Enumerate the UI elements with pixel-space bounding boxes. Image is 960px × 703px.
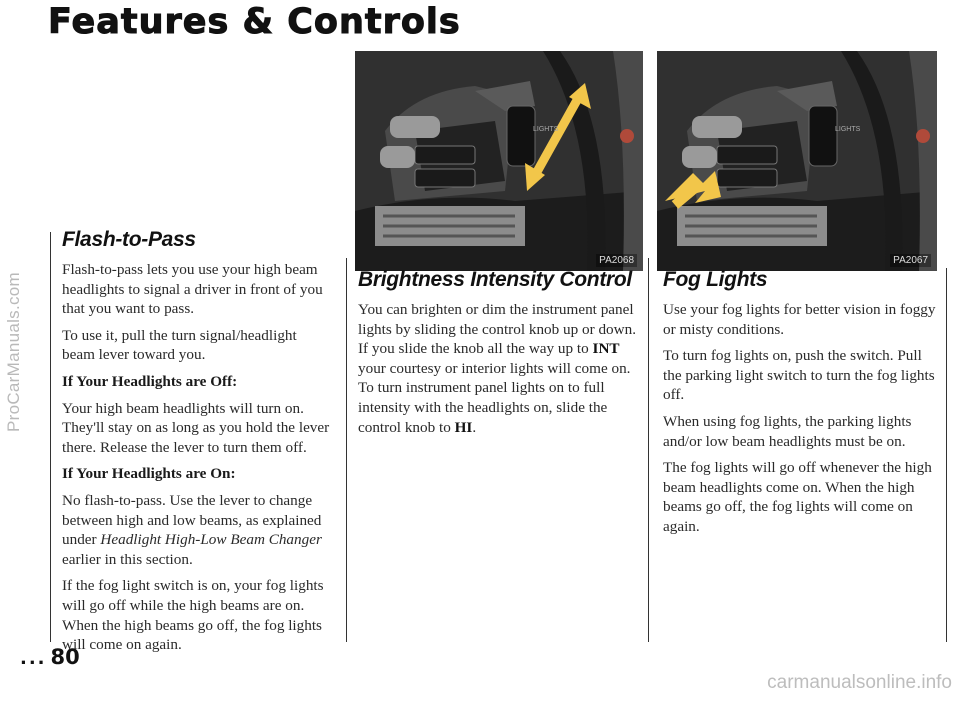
right-margin-rule xyxy=(946,268,947,642)
fog-lights-p1: Use your fog lights for better vision in foggy or misty conditions. xyxy=(663,301,936,338)
headlights-on-subheading: If Your Headlights are On: xyxy=(62,465,236,483)
dashboard-illustration xyxy=(355,51,643,271)
flash-to-pass-intro: Flash-to-pass lets you use your high beam headlights to signal a driver in front of you that you want to pass. xyxy=(62,261,323,318)
svg-text:LIGHTS: LIGHTS xyxy=(835,126,861,133)
fog-lights-photo xyxy=(657,51,937,271)
brightness-heading: Brightness Intensity Control xyxy=(358,268,632,291)
page-number-value: 80 xyxy=(50,645,80,669)
column-divider-1 xyxy=(346,258,347,642)
page-number xyxy=(20,645,80,669)
bottom-watermark: carmanualsonline.info xyxy=(767,672,952,693)
side-watermark-text: ProCarManuals.com xyxy=(4,271,24,432)
headlights-off-text: Your high beam headlights will turn on. They'll stay on as long as you hold the lever there. Release the lever to turn them off. xyxy=(62,399,330,456)
page-title: Features & Controls xyxy=(48,2,461,42)
brightness-text: You can brighten or dim the instrument panel lights by sliding the control knob up or down. If you slide the knob all the way up to INT your courtesy or interior lights will come on. To turn instrument panel lights on to full intensity with the headlights on, slide the control knob to HI. xyxy=(358,301,637,436)
flash-to-pass-usage: To use it, pull the turn signal/headlight beam lever toward you. xyxy=(62,326,297,364)
photo-code-left: PA2068 xyxy=(596,254,637,267)
column-divider-2 xyxy=(648,258,649,642)
headlights-off-subheading: If Your Headlights are Off: xyxy=(62,372,238,390)
fog-lights-p4: The fog lights will go off whenever the high beam headlights come on. When the high beams go off, the fog lights will come on again. xyxy=(663,459,932,535)
page-number-dots: ... xyxy=(20,648,47,669)
brightness-control-photo xyxy=(355,51,643,271)
side-watermark xyxy=(2,0,26,703)
fog-lights-p3: When using fog lights, the parking lights and/or low beam headlights must be on. xyxy=(663,412,912,450)
flash-to-pass-heading: Flash-to-Pass xyxy=(62,228,196,251)
svg-text:LIGHTS: LIGHTS xyxy=(533,126,559,133)
brightness-section xyxy=(358,268,642,444)
dashboard-illustration-2 xyxy=(657,51,937,271)
hi-label: HI xyxy=(454,418,473,436)
int-label: INT xyxy=(592,340,620,358)
fog-lights-heading: Fog Lights xyxy=(663,268,768,291)
left-margin-rule xyxy=(50,232,51,642)
photo-code-right: PA2067 xyxy=(890,254,931,267)
headlights-on-text: No flash-to-pass. Use the lever to change between high and low beams, as explained under Headlight High-Low Beam Changer earlier in this section. xyxy=(62,491,322,568)
fog-lights-section xyxy=(663,268,941,544)
flash-to-pass-section xyxy=(62,228,332,662)
fog-interaction-text: If the fog light switch is on, your fog lights will go off while the high beams are on. When the high beams go off, the fog lights will come on again. xyxy=(62,577,324,654)
cross-reference: Headlight High-Low Beam Changer xyxy=(100,531,322,549)
fog-lights-p2: To turn fog lights on, push the switch. Pull the parking light switch to turn the fog lights off. xyxy=(663,347,935,404)
